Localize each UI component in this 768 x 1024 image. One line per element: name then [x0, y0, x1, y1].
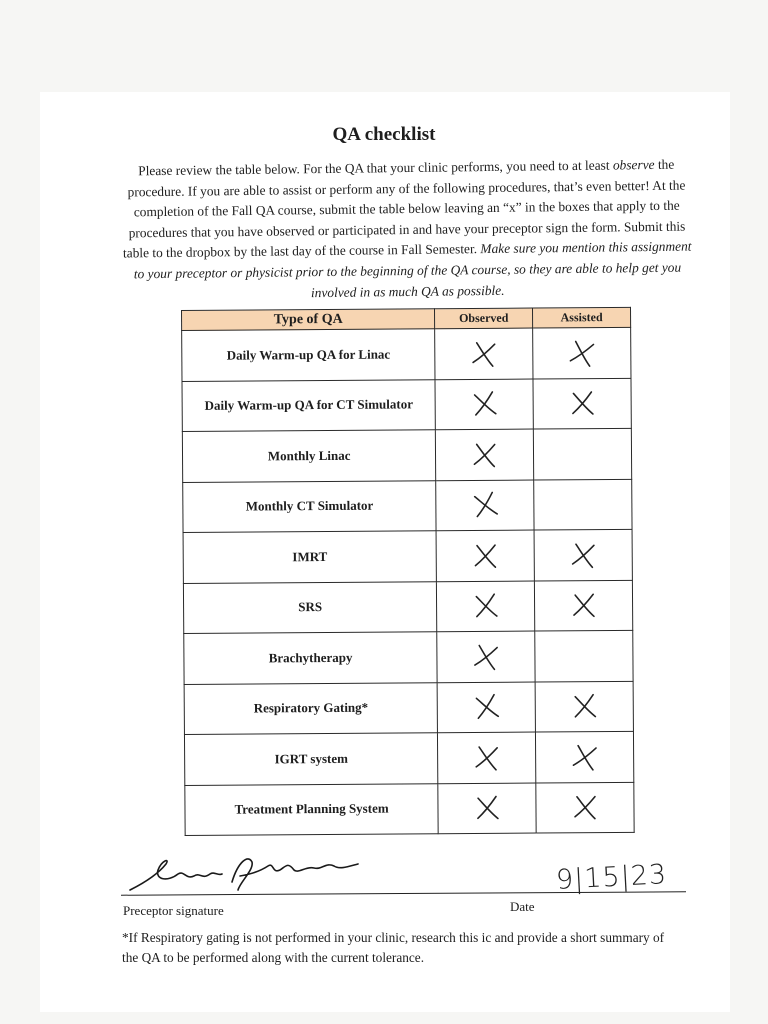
- handwritten-x-mark: [468, 488, 503, 523]
- assisted-cell: [535, 630, 633, 681]
- qa-type-cell: Daily Warm-up QA for Linac: [182, 329, 436, 381]
- footnote: *If Respiratory gating is not performed in your clinic, research this ic and provide a short summary of the QA to be performed along with the current tolerance.: [122, 930, 665, 965]
- assisted-cell: [536, 731, 634, 782]
- observed-cell: [436, 429, 534, 480]
- qa-type-cell: Monthly Linac: [182, 430, 436, 482]
- table-row: [182, 327, 631, 381]
- handwritten-x-mark: [568, 590, 598, 620]
- handwritten-x-mark: [567, 538, 600, 571]
- assisted-cell: [534, 479, 632, 530]
- observed-cell: [438, 783, 536, 834]
- observed-cell: [436, 480, 534, 531]
- observed-cell: [437, 682, 535, 733]
- observed-cell: [438, 732, 536, 783]
- signature-date: 9|15|23: [555, 859, 668, 896]
- instructions-text-2: the procedure. If you are able to assist or perform any of the following procedures, that’s even better! At the completion of the Fall QA course, submit the table below leaving an “x” in the boxes that apply to the procedures that you have observed or participated in and have your preceptor sign the form. Submit this table to the dropbox by the last day of the course in Fall Semester.: [122, 156, 686, 261]
- handwritten-x-mark: [470, 590, 502, 622]
- date-label: Date: [510, 899, 535, 914]
- page-title: QA checklist: [332, 124, 436, 145]
- qa-type-cell: SRS: [183, 581, 437, 633]
- table-row: [182, 378, 631, 432]
- header-type-of-qa: Type of QA: [182, 309, 435, 331]
- qa-type-cell: IGRT system: [184, 733, 438, 785]
- handwritten-x-mark: [472, 793, 503, 824]
- handwritten-x-mark: [469, 439, 501, 471]
- table-row: [183, 479, 632, 533]
- handwritten-x-mark: [468, 388, 501, 421]
- assisted-cell: [535, 681, 633, 732]
- qa-type-cell: Daily Warm-up QA for CT Simulator: [182, 379, 436, 431]
- preceptor-signature-image: [128, 852, 368, 898]
- handwritten-x-mark: [469, 639, 504, 674]
- observed-cell: [437, 581, 535, 632]
- qa-type-cell: Respiratory Gating*: [184, 682, 438, 734]
- qa-checklist-table: [181, 307, 635, 836]
- assisted-cell: [534, 529, 632, 580]
- handwritten-x-mark: [467, 337, 501, 371]
- table-row: [182, 428, 631, 482]
- handwritten-x-mark: [567, 388, 598, 419]
- table-row: [185, 782, 634, 836]
- preceptor-signature-label: Preceptor signature: [123, 903, 224, 918]
- handwritten-x-mark: [569, 792, 600, 823]
- handwritten-x-mark: [469, 690, 503, 724]
- observed-cell: [436, 530, 534, 581]
- table-row: [184, 731, 633, 785]
- handwritten-x-mark: [470, 741, 503, 774]
- instructions-emphasis-note: Make sure you mention this assignment to your preceptor or physicist prior to the beginning of the QA course, so they are able to help get you involved in as much QA as possible.: [133, 238, 692, 300]
- handwritten-x-mark: [470, 540, 501, 571]
- instructions-text-1: Please review the table below. For the QA that your clinic performs, you need to at least: [138, 157, 613, 179]
- handwritten-x-mark: [564, 335, 600, 371]
- handwritten-x-mark: [568, 691, 600, 723]
- handwritten-x-mark: [567, 739, 602, 774]
- instructions-emphasis-observe: observe: [612, 156, 655, 173]
- assisted-cell: [535, 580, 633, 631]
- header-observed: Observed: [435, 308, 533, 329]
- qa-type-cell: Brachytherapy: [184, 632, 438, 684]
- observed-cell: [435, 379, 533, 430]
- assisted-cell: [533, 378, 631, 429]
- table-row: [184, 681, 633, 735]
- qa-type-cell: IMRT: [183, 531, 437, 583]
- table-row: [183, 580, 632, 634]
- table-row: [183, 529, 632, 583]
- assisted-cell: [533, 428, 631, 479]
- assisted-cell: [536, 782, 634, 833]
- assisted-cell: [533, 327, 631, 378]
- instructions-paragraph: [117, 154, 697, 305]
- qa-type-cell: Monthly CT Simulator: [183, 480, 437, 532]
- observed-cell: [435, 328, 533, 379]
- table-row: [184, 630, 633, 684]
- observed-cell: [437, 631, 535, 682]
- header-assisted: Assisted: [533, 307, 631, 328]
- qa-type-cell: Treatment Planning System: [185, 783, 439, 835]
